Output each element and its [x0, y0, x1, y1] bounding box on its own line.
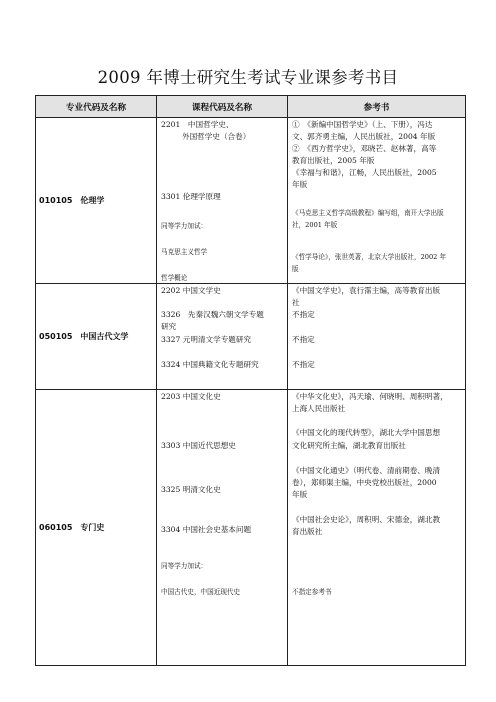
reference-line: 卷），郑师渠主编，中央党校出版社，2000	[292, 478, 437, 487]
reference-line: 《中国文学史》，袁行霈主编，高等教育出版	[292, 286, 441, 295]
reference-line: 年版	[292, 180, 308, 189]
reference-line: 《哲学导论》，张世英著，北京大学出版社，2002 年	[292, 253, 447, 261]
reference-line: 不指定	[292, 360, 315, 369]
course-line: 3301 伦理学原理	[161, 192, 221, 201]
table-row	[36, 118, 466, 284]
reference-line: 《中国文化通史》（明代卷、清前期卷、晚清	[292, 466, 441, 475]
reference-cell	[288, 284, 466, 390]
reference-line: 不指定	[292, 335, 315, 344]
reference-line: 教育出版社，2005 年版	[292, 156, 375, 165]
course-line: 3303 中国近代思想史	[161, 441, 236, 450]
page-title: 2009 年博士研究生考试专业课参考书目	[97, 68, 399, 87]
reference-line: 《中国文化的现代转型》，湖北大学中国思想	[292, 428, 441, 437]
reference-line: 年版	[292, 490, 308, 499]
course-cell	[157, 284, 288, 390]
major-name: 中国古代文学	[80, 332, 129, 341]
reference-table	[35, 95, 466, 666]
reference-line: 社	[292, 298, 300, 307]
reference-line: 《中国社会史论》，周积明、宋德金，湖北教	[292, 515, 441, 524]
course-line: 3327 元明清文学专题研究	[161, 335, 252, 344]
course-line: 外国哲学史（合卷）	[182, 132, 251, 141]
header-major: 专业代码及名称	[36, 96, 157, 118]
reference-line: 《马克思主义哲学高级教程》编写组，南开大学出版	[292, 209, 444, 217]
major-cell	[36, 284, 157, 390]
course-line: 2202 中国文学史	[161, 286, 221, 295]
reference-line: 不指定	[292, 310, 315, 319]
major-name: 伦理学	[80, 196, 105, 205]
course-line: 同等学力加试：	[161, 562, 208, 570]
major-code: 010105	[39, 196, 73, 205]
reference-line: ① 《新编中国哲学史》（上、下册），冯达	[292, 120, 433, 129]
reference-line: ② 《西方哲学史》，邓晓芒、赵林著，高等	[292, 144, 437, 153]
course-line: 研究	[161, 322, 177, 331]
header-reference: 参考书	[288, 96, 466, 118]
reference-line: 文化研究所主编，湖北教育出版社	[292, 441, 406, 450]
table-row	[36, 390, 466, 666]
reference-line: 社，2001 年版	[292, 221, 338, 229]
reference-cell	[288, 118, 466, 284]
reference-line: 《幸福与和谐》，江畅，人民出版社，2005	[292, 168, 437, 177]
major-code: 060105	[39, 523, 73, 532]
course-line: 2203 中国文化史	[161, 392, 221, 401]
course-cell	[157, 118, 288, 284]
course-line: 3304 中国社会史基本问题	[161, 525, 252, 534]
course-line: 3324 中国典籍文化专题研究	[161, 360, 259, 369]
course-line: 马克思主义哲学	[161, 248, 208, 256]
table-row	[36, 284, 466, 390]
major-code: 050105	[39, 332, 73, 341]
course-line: 同等学力加试：	[161, 222, 208, 230]
reference-line: 《中华文化史》，冯天瑜、何晓明、周积明著，	[292, 392, 448, 401]
table-header-row	[36, 96, 466, 118]
reference-line: 版	[292, 265, 299, 273]
reference-line: 育出版社	[292, 527, 323, 536]
major-cell	[36, 390, 157, 666]
course-cell	[157, 390, 288, 666]
course-line: 哲学概论	[161, 274, 188, 282]
major-cell	[36, 118, 157, 284]
course-line: 2201 中国哲学史、	[161, 120, 234, 129]
reference-line: 文、郭齐勇主编，人民出版社，2004 年版	[292, 132, 436, 141]
reference-cell	[288, 390, 466, 666]
header-course: 课程代码及名称	[157, 96, 288, 118]
reference-line: 不指定参考书	[292, 588, 332, 596]
course-line: 中国古代史，中国近现代史	[161, 588, 241, 596]
course-line: 3326 先秦汉魏六朝文学专题	[161, 310, 264, 319]
course-line: 3325 明清文化史	[161, 485, 221, 494]
major-name: 专门史	[80, 523, 105, 532]
reference-line: 上海人民出版社	[292, 404, 346, 413]
